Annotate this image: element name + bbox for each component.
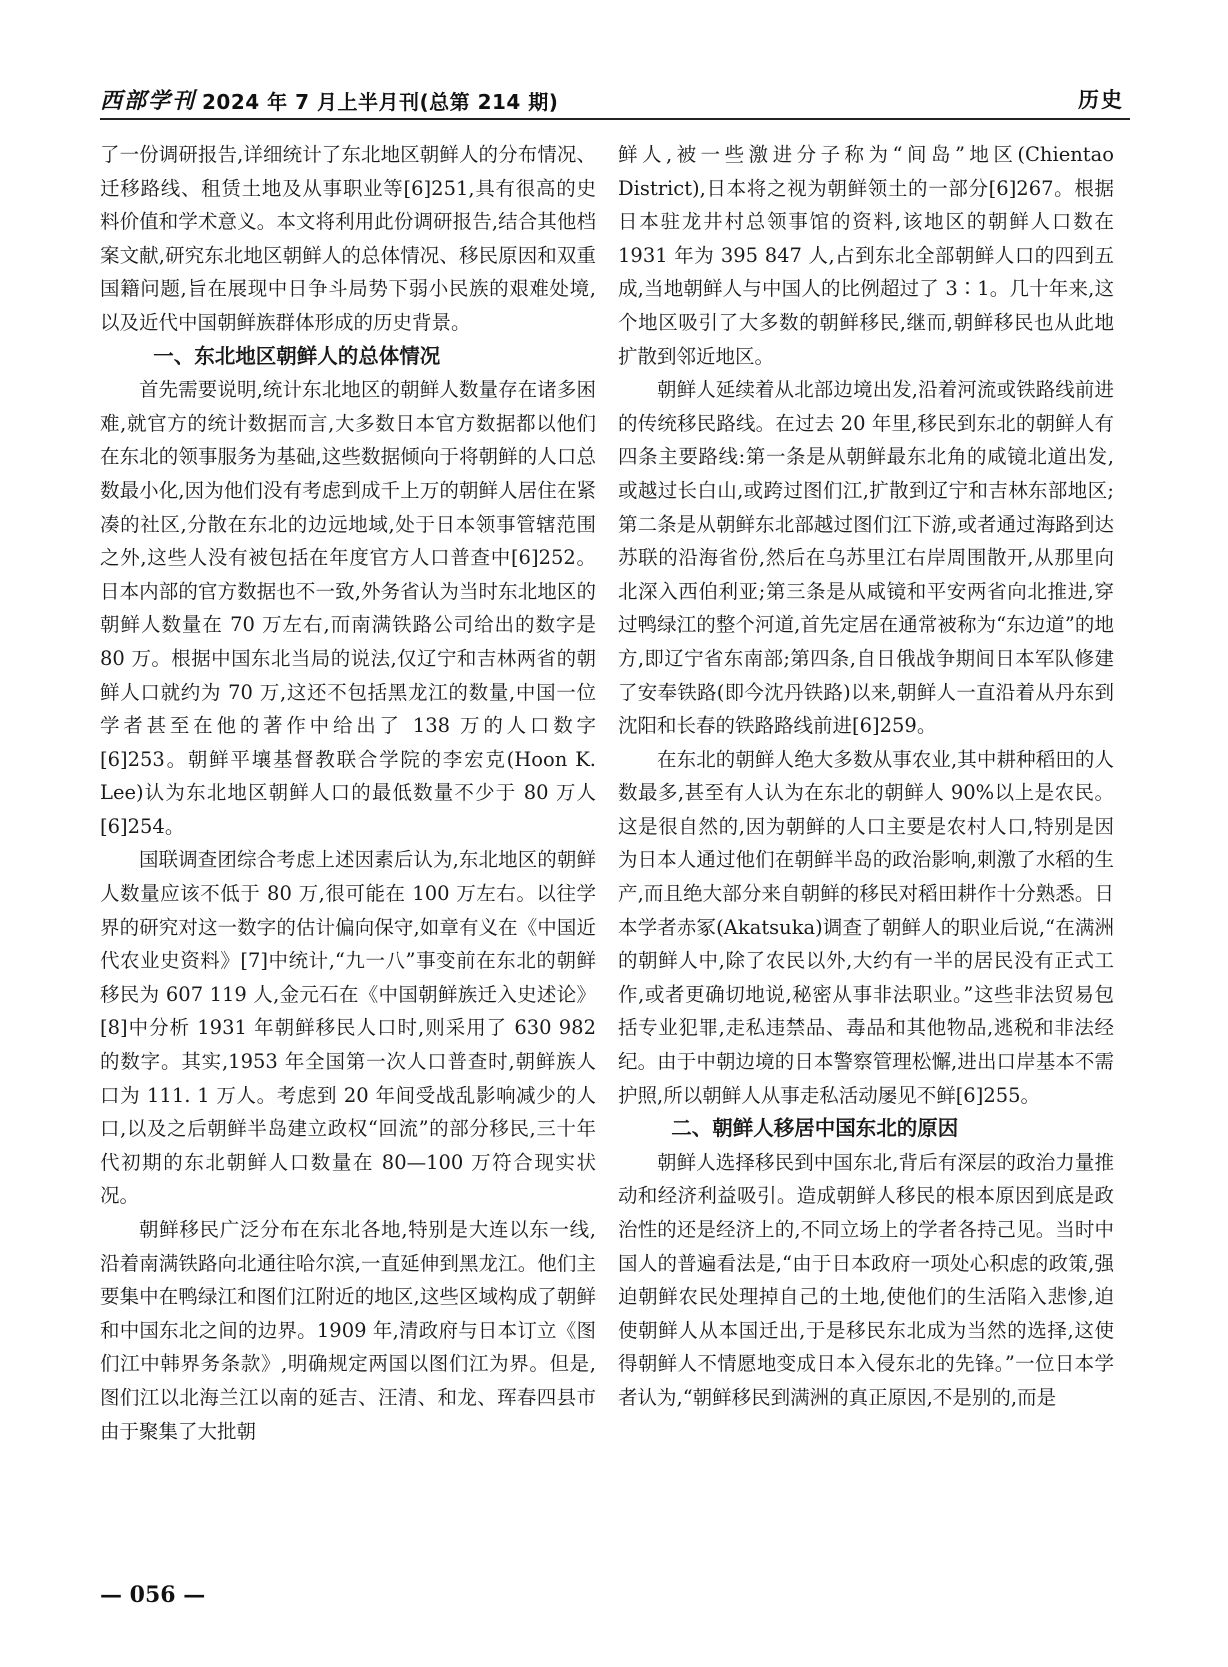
section-heading: 一、东北地区朝鲜人的总体情况 [153,343,441,368]
paragraph: 鲜人,被一些激进分子称为“间岛”地区(Chientao District),日本将之视为朝鲜领土的一部分[6]267。根据日本驻龙井村总领事馆的资料,该地区的朝鲜人口数在 1931 年为 395 847 人,占到东北全部朝鲜人口的四到五成,当地朝鲜人与中国人的比例超过了 3∶1。几十年来,这个地区吸引了大多数的朝鲜移民,继而,朝鲜移民也从此地扩散到邻近地区。 [618,143,1114,368]
paragraph: 了一份调研报告,详细统计了东北地区朝鲜人的分布情况、迁移路线、租赁土地及从事职业等[6]251,具有很高的史料价值和学术意义。本文将利用此份调研报告,结合其他档案文献,研究东北地区朝鲜人的总体情况、移民原因和双重国籍问题,旨在展现中日争斗局势下弱小民族的艰难处境,以及近代中国朝鲜族群体形成的历史背景。 [100,143,596,334]
paragraph: 国联调查团综合考虑上述因素后认为,东北地区的朝鲜人数量应该不低于 80 万,很可能在 100 万左右。以往学界的研究对这一数字的估计偏向保守,如章有义在《中国近代农业史资料》[7]中统计,“九一八”事变前在东北的朝鲜移民为 607 119 人,金元石在《中国朝鲜族迁入史述论》[8]中分析 1931 年朝鲜移民人口时,则采用了 630 982 的数字。其实,1953 年全国第一次人口普查时,朝鲜族人口为 111. 1 万人。考虑到 20 年间受战乱影响减少的人口,以及之后朝鲜半岛建立政权“回流”的部分移民,三十年代初期的东北朝鲜人口数量在 80—100 万符合现实状况。 [100,848,596,1208]
page-number: — 056 — [100,1582,206,1608]
page-header [100,84,1130,118]
section-name: 历史 [1078,88,1124,112]
left-column [100,138,596,1588]
right-column [618,138,1114,1588]
paragraph: 在东北的朝鲜人绝大多数从事农业,其中耕种稻田的人数最多,甚至有人认为在东北的朝鲜人 90%以上是农民。这是很自然的,因为朝鲜的人口主要是农村人口,特别是因为日本人通过他们在朝鲜半岛的政治影响,刺激了水稻的生产,而且绝大部分来自朝鲜的移民对稻田耕作十分熟悉。日本学者赤冢(Akatsuka)调查了朝鲜人的职业后说,“在满洲的朝鲜人中,除了农民以外,大约有一半的居民没有正式工作,或者更确切地说,秘密从事非法职业。”这些非法贸易包括专业犯罪,走私违禁品、毒品和其他物品,逃税和非法经纪。由于中朝边境的日本警察管理松懈,进出口岸基本不需护照,所以朝鲜人从事走私活动屡见不鲜[6]255。 [618,747,1114,1107]
header-rule [100,118,1130,120]
paragraph: 首先需要说明,统计东北地区的朝鲜人数量存在诸多困难,就官方的统计数据而言,大多数日本官方数据都以他们在东北的领事服务为基础,这些数据倾向于将朝鲜的人口总数最小化,因为他们没有考虑到成千上万的朝鲜人居住在紧凑的社区,分散在东北的边远地域,处于日本领事管辖范围之外,这些人没有被包括在年度官方人口普查中[6]252。日本内部的官方数据也不一致,外务省认为当时东北地区的朝鲜人数量在 70 万左右,而南满铁路公司给出的数字是 80 万。根据中国东北当局的说法,仅辽宁和吉林两省的朝鲜人口就约为 70 万,这还不包括黑龙江的数量,中国一位学者甚至在他的著作中给出了 138 万的人口数字[6]253。朝鲜平壤基督教联合学院的李宏克(Hoon K. Lee)认为东北地区朝鲜人口的最低数量不少于 80 万人[6]254。 [100,378,596,838]
paragraph: 朝鲜人延续着从北部边境出发,沿着河流或铁路线前进的传统移民路线。在过去 20 年里,移民到东北的朝鲜人有四条主要路线:第一条是从朝鲜最东北角的咸镜北道出发,或越过长白山,或跨过图们江,扩散到辽宁和吉林东部地区;第二条是从朝鲜东北部越过图们江下游,或者通过海路到达苏联的沿海省份,然后在乌苏里江右岸周围散开,从那里向北深入西伯利亚;第三条是从咸镜和平安两省向北推进,穿过鸭绿江的整个河道,首先定居在通常被称为“东边道”的地方,即辽宁省东南部;第四条,自日俄战争期间日本军队修建了安奉铁路(即今沈丹铁路)以来,朝鲜人一直沿着从丹东到沈阳和长春的铁路路线前进[6]259。 [618,378,1114,738]
paragraph: 朝鲜移民广泛分布在东北各地,特别是大连以东一线,沿着南满铁路向北通往哈尔滨,一直延伸到黑龙江。他们主要集中在鸭绿江和图们江附近的地区,这些区域构成了朝鲜和中国东北之间的边界。1909 年,清政府与日本订立《图们江中韩界务条款》,明确规定两国以图们江为界。但是,图们江以北海兰江以南的延吉、汪清、和龙、珲春四县市由于聚集了大批朝 [100,1218,596,1443]
issue-info: 2024 年 7 月上半月刊(总第 214 期) [202,90,559,114]
journal-logo: 西部学刊 [100,88,197,114]
section-heading: 二、朝鲜人移居中国东北的原因 [671,1116,959,1141]
paragraph: 朝鲜人选择移民到中国东北,背后有深层的政治力量推动和经济利益吸引。造成朝鲜人移民的根本原因到底是政治性的还是经济上的,不同立场上的学者各持己见。当时中国人的普遍看法是,“由于日本政府一项处心积虑的政策,强迫朝鲜农民处理掉自己的土地,使他们的生活陷入悲惨,迫使朝鲜人从本国迁出,于是移民东北成为当然的选择,这使得朝鲜人不情愿地变成日本入侵东北的先锋。”一位日本学者认为,“朝鲜移民到满洲的真正原因,不是别的,而是 [618,1150,1114,1409]
